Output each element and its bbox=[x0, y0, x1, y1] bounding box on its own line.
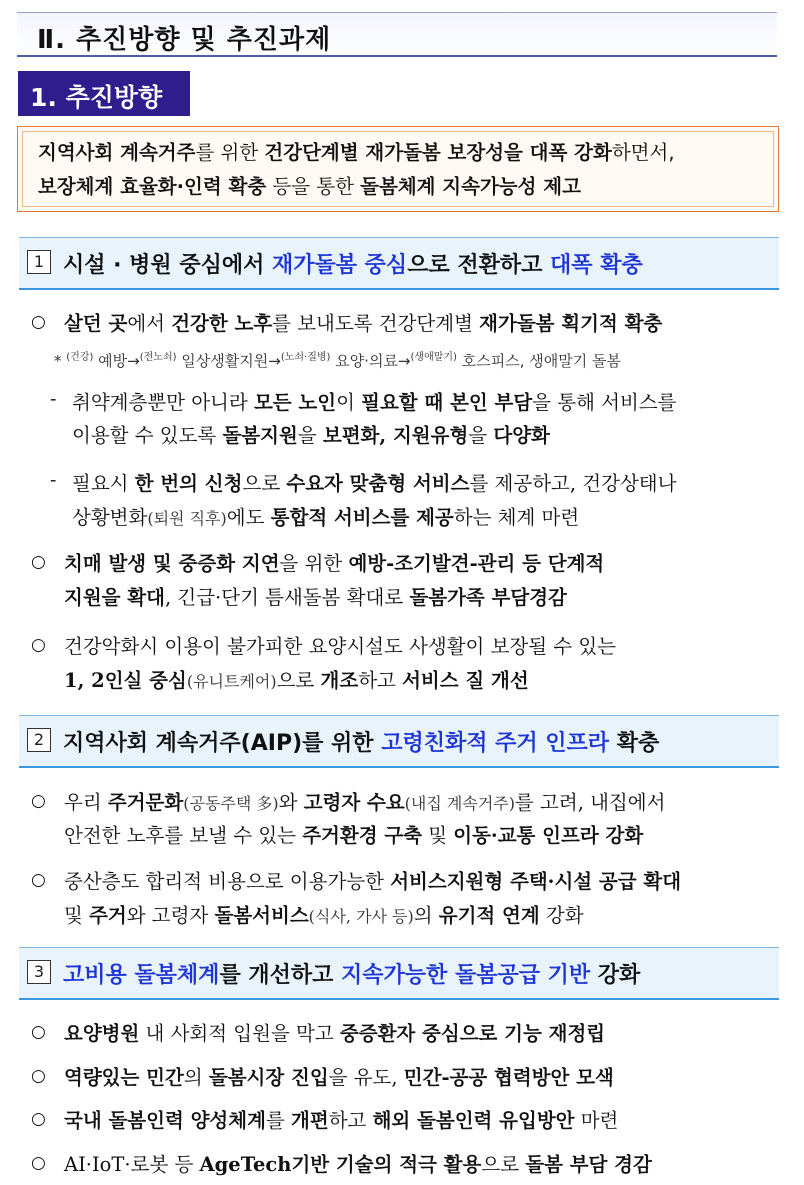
text: 민간-공공 협력방안 모색 bbox=[403, 1066, 614, 1089]
text: 취약계층뿐만 아니라 bbox=[72, 391, 254, 414]
text: 을 유도, bbox=[328, 1066, 404, 1089]
text: AgeTech기반 기술의 적극 활용 bbox=[199, 1153, 482, 1176]
title-text: 으로 전환하고 bbox=[407, 253, 551, 278]
paragraph-line bbox=[72, 387, 676, 415]
text: 의 bbox=[183, 1066, 209, 1089]
text: 중산층도 합리적 비용으로 이용가능한 bbox=[64, 870, 391, 893]
text: 상황변화 bbox=[72, 506, 148, 529]
text: 돌봄지원 bbox=[222, 424, 298, 447]
summary-text: 건강단계별 재가돌봄 보장성을 대폭 강화 bbox=[264, 141, 612, 164]
text: 요양병원 bbox=[64, 1022, 140, 1045]
bullet-symbol: ○ bbox=[31, 552, 46, 572]
text: 모든 노인 bbox=[253, 391, 337, 414]
text: (퇴원 직후) bbox=[147, 509, 227, 528]
bullet-symbol: ○ bbox=[31, 1022, 46, 1042]
paragraph-line bbox=[64, 308, 662, 336]
text: 마련 bbox=[574, 1109, 619, 1132]
text: 및 bbox=[422, 824, 454, 847]
bullet-symbol: ○ bbox=[31, 870, 46, 890]
text: 역량있는 민간 bbox=[64, 1066, 184, 1089]
text: 와 고령자 bbox=[126, 904, 215, 927]
section-number-badge: 2 bbox=[27, 728, 51, 752]
text: 한 번의 신청 bbox=[134, 472, 243, 495]
summary-text: 등을 통한 bbox=[266, 175, 361, 198]
text: 건강악화시 이용이 불가피한 요양시설도 사생활이 보장될 수 있는 bbox=[64, 635, 616, 658]
dash-symbol: - bbox=[50, 469, 57, 491]
text: 다양화 bbox=[493, 424, 550, 447]
text: 필요할 때 본인 부담 bbox=[361, 391, 533, 414]
text: 보편화, 지원유형 bbox=[322, 424, 469, 447]
section-number-badge: 1 bbox=[27, 250, 51, 274]
text: 이동·교통 인프라 강화 bbox=[453, 824, 644, 847]
bullet-symbol: ○ bbox=[31, 1153, 46, 1173]
section-2-bar bbox=[19, 715, 779, 768]
text: 으로 bbox=[276, 669, 321, 692]
text: 에도 bbox=[226, 506, 271, 529]
text: 를 bbox=[265, 1109, 291, 1132]
paragraph-line bbox=[64, 582, 567, 610]
text: 하고 bbox=[328, 1109, 373, 1132]
text: AI·IoT·로봇 등 bbox=[64, 1153, 200, 1176]
title-text: 대폭 확충 bbox=[550, 253, 643, 278]
text: 주거문화 bbox=[107, 791, 184, 814]
text: 돌봄가족 부담경감 bbox=[409, 586, 567, 609]
text: 일상생활지원→ bbox=[176, 352, 281, 370]
text: (건강) bbox=[66, 352, 94, 363]
text: 살던 곳 bbox=[64, 312, 128, 335]
text: 예방→ bbox=[93, 352, 140, 370]
title-text: 지속가능한 돌봄공급 기반 bbox=[341, 963, 591, 988]
bullet-symbol: ○ bbox=[31, 1109, 46, 1129]
summary-text: 지역사회 계속거주 bbox=[38, 141, 196, 164]
section-number-badge: 3 bbox=[27, 960, 51, 984]
text: 재가돌봄 획기적 확충 bbox=[479, 312, 663, 335]
text: 주거환경 구축 bbox=[302, 824, 423, 847]
text: 하고 bbox=[358, 669, 403, 692]
text: 돌봄 부담 경감 bbox=[525, 1153, 652, 1176]
text: 에서 bbox=[127, 312, 172, 335]
subheading-box bbox=[18, 71, 190, 116]
title-text: 지역사회 계속거주(AIP)를 위한 bbox=[63, 731, 382, 756]
text: 와 bbox=[278, 791, 304, 814]
paragraph-line bbox=[64, 1105, 618, 1133]
paragraph-line bbox=[64, 866, 681, 894]
text: 돌봄서비스 bbox=[214, 904, 309, 927]
summary-line-1 bbox=[38, 137, 675, 165]
title-text: 확충 bbox=[609, 731, 660, 756]
paragraph-line bbox=[72, 468, 676, 496]
text: 호스피스, 생애말기 돌봄 bbox=[456, 352, 621, 370]
title-text: 재가돌봄 중심 bbox=[272, 253, 408, 278]
text: 을 bbox=[468, 424, 494, 447]
text: , 긴급·단기 틈새돌봄 확대로 bbox=[164, 586, 410, 609]
text: (유니트케어) bbox=[186, 672, 277, 691]
asterisk: * bbox=[54, 352, 62, 370]
text: 를 제공하고, 건강상태나 bbox=[469, 472, 677, 495]
text: 치매 발생 및 중증화 지연 bbox=[64, 552, 280, 575]
title-text: 강화 bbox=[590, 963, 641, 988]
paragraph-line bbox=[64, 1018, 605, 1046]
title-text: 시설 · 병원 중심에서 bbox=[63, 253, 273, 278]
text: 개편 bbox=[291, 1109, 329, 1132]
dash-symbol: - bbox=[50, 388, 57, 410]
text: (생애말기) bbox=[410, 352, 457, 363]
text: 하는 체계 마련 bbox=[453, 506, 580, 529]
text: 유기적 연계 bbox=[438, 904, 540, 927]
title-text: 고비용 돌봄체계 bbox=[63, 963, 220, 988]
summary-text: 하면서, bbox=[611, 141, 675, 164]
text: 국내 돌봄인력 양성체계 bbox=[64, 1109, 266, 1132]
text: 을 bbox=[297, 424, 323, 447]
text: 안전한 노후를 보낼 수 있는 bbox=[64, 824, 303, 847]
summary-box bbox=[17, 126, 779, 212]
section-2-title bbox=[63, 726, 659, 757]
subheading-text: 1. 추진방향 bbox=[30, 83, 163, 112]
text: (공동주택 多) bbox=[183, 794, 279, 813]
text: 의 bbox=[413, 904, 439, 927]
text: 이용할 수 있도록 bbox=[72, 424, 223, 447]
text: 를 고려, 내집에서 bbox=[514, 791, 666, 814]
section-heading-text: Ⅱ. 추진방향 및 추진과제 bbox=[37, 25, 332, 55]
section-3-title bbox=[63, 958, 640, 989]
text: 필요시 bbox=[72, 472, 135, 495]
text: 건강한 노후 bbox=[171, 312, 273, 335]
text: 이 bbox=[336, 391, 362, 414]
text: 지원을 확대 bbox=[64, 586, 165, 609]
text: 내 사회적 입원을 막고 bbox=[139, 1022, 340, 1045]
text: (노쇠·질병) bbox=[280, 352, 331, 363]
text: 개조 bbox=[320, 669, 359, 692]
paragraph-line bbox=[64, 665, 529, 693]
paragraph-line bbox=[64, 787, 665, 815]
text: 수요자 맞춤형 서비스 bbox=[286, 472, 470, 495]
text: 을 위한 bbox=[279, 552, 349, 575]
text: 으로 bbox=[481, 1153, 526, 1176]
text: 요양·의료→ bbox=[330, 352, 411, 370]
title-text: 고령친화적 주거 인프라 bbox=[381, 731, 610, 756]
title-text: 를 개선하고 bbox=[219, 963, 342, 988]
bullet-symbol: ○ bbox=[31, 1066, 46, 1086]
section-1-title bbox=[63, 248, 643, 279]
paragraph-line bbox=[64, 820, 643, 848]
text: 우리 bbox=[64, 791, 108, 814]
text: 예방-조기발견-관리 등 단계적 bbox=[348, 552, 605, 575]
bullet-symbol: ○ bbox=[31, 635, 46, 655]
text: 돌봄시장 진입 bbox=[208, 1066, 329, 1089]
bullet-symbol: ○ bbox=[31, 791, 46, 811]
bullet-symbol: ○ bbox=[31, 312, 46, 332]
text: 를 보내도록 건강단계별 bbox=[272, 312, 480, 335]
text: 서비스지원형 주택·시설 공급 확대 bbox=[390, 870, 682, 893]
text: 으로 bbox=[242, 472, 287, 495]
text: (전노쇠) bbox=[139, 352, 177, 363]
text: 통합적 서비스를 제공 bbox=[270, 506, 454, 529]
footnote-line bbox=[54, 348, 621, 371]
paragraph-line bbox=[72, 420, 550, 448]
summary-text: 보장체계 효율화·인력 확충 bbox=[38, 175, 267, 198]
summary-text: 돌봄체계 지속가능성 제고 bbox=[360, 175, 581, 198]
text: (내집 계속거주) bbox=[404, 794, 515, 813]
text: 강화 bbox=[539, 904, 584, 927]
text: 고령자 수요 bbox=[303, 791, 405, 814]
section-heading bbox=[17, 12, 777, 57]
text: 및 bbox=[64, 904, 90, 927]
text: (식사, 가사 등) bbox=[308, 907, 414, 926]
text: 을 통해 서비스를 bbox=[532, 391, 677, 414]
paragraph-line bbox=[64, 548, 604, 576]
paragraph-line bbox=[64, 900, 584, 928]
summary-text: 를 위한 bbox=[195, 141, 265, 164]
paragraph-line bbox=[64, 631, 616, 659]
paragraph-line bbox=[64, 1062, 614, 1090]
text: 주거 bbox=[89, 904, 127, 927]
paragraph-line bbox=[64, 1149, 652, 1177]
section-1-bar bbox=[19, 237, 779, 290]
text: 중증환자 중심으로 기능 재정립 bbox=[339, 1022, 606, 1045]
text: 서비스 질 개선 bbox=[402, 669, 529, 692]
summary-line-2 bbox=[38, 171, 581, 199]
section-3-bar bbox=[19, 947, 779, 1000]
text: 해외 돌봄인력 유입방안 bbox=[372, 1109, 575, 1132]
paragraph-line bbox=[72, 502, 579, 530]
text: 1, 2인실 중심 bbox=[64, 669, 187, 692]
